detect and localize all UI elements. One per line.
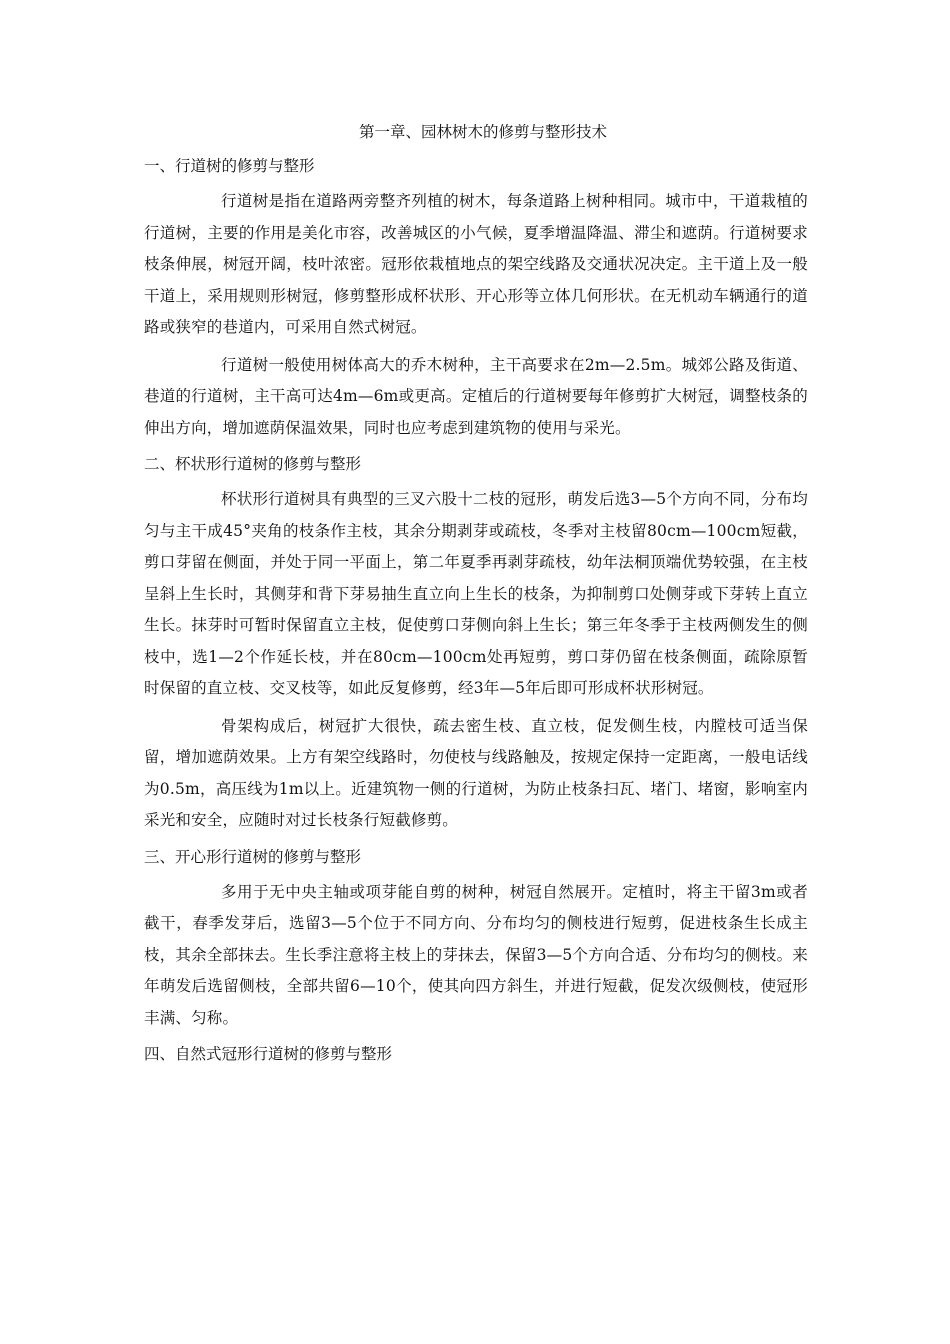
chapter-title: 第一章、园林树木的修剪与整形技术 — [358, 123, 607, 141]
section-heading: 二、杯状形行道树的修剪与整形 — [144, 455, 362, 473]
document-body — [144, 118, 808, 1074]
paragraph: 行道树一般使用树体高大的乔木树种，主干高要求在2m—2.5m。城郊公路及街道、巷道的行道树，主干高可达4m—6m或更高。定植后的行道树要每年修剪扩大树冠，调整枝条的伸出方向，增加遮荫保温效果，同时也应考虑到建筑物的使用与采光。 — [144, 355, 808, 437]
section-heading: 四、自然式冠形行道树的修剪与整形 — [144, 1045, 393, 1063]
paragraph: 杯状形行道树具有典型的三叉六股十二枝的冠形，萌发后选3—5个方向不同，分布均匀与主干成45°夹角的枝条作主枝，其余分期剥芽或疏枝，冬季对主枝留80cm—100cm短截，剪口芽留在侧面，并处于同一平面上，第二年夏季再剥芽疏枝，幼年法桐顶端优势较强，在主枝呈斜上生长时，其侧芽和背下芽易抽生直立向上生长的枝条，为抑制剪口处侧芽或下芽转上直立生长。抹芽时可暂时保留直立主枝，促使剪口芽侧向斜上生长；第三年冬季于主枝两侧发生的侧枝中，选1—2个作延长枝，并在80cm—100cm处再短剪，剪口芽仍留在枝条侧面，疏除原暂时保留的直立枝、交叉枝等，如此反复修剪，经3年—5年后即可形成杯状形树冠。 — [144, 490, 808, 697]
section-heading: 三、开心形行道树的修剪与整形 — [144, 847, 362, 866]
paragraph: 行道树是指在道路两旁整齐列植的树木，每条道路上树种相同。城市中，干道栽植的行道树，主要的作用是美化市容，改善城区的小气候，夏季增温降温、滞尘和遮荫。行道树要求枝条伸展，树冠开阔，枝叶浓密。冠形依栽植地点的架空线路及交通状况决定。主干道上及一般干道上，采用规则形树冠，修剪整形成杯状形、开心形等立体几何形状。在无机动车辆通行的道路或狭窄的巷道内，可采用自然式树冠。 — [144, 192, 808, 336]
paragraph: 骨架构成后，树冠扩大很快，疏去密生枝、直立枝，促发侧生枝，内膛枝可适当保留，增加遮荫效果。上方有架空线路时，勿使枝与线路触及，按规定保持一定距离，一般电话线为0.5m，高压线为1m以上。近建筑物一侧的行道树，为防止枝条扫瓦、堵门、堵窗，影响室内采光和安全，应随时对过长枝条行短截修剪。 — [144, 716, 808, 829]
paragraph: 多用于无中央主轴或项芽能自剪的树种，树冠自然展开。定植时，将主干留3m或者截干，春季发芽后，选留3—5个位于不同方向、分布均匀的侧枝进行短剪，促进枝条生长成主枝，其余全部抹去。生长季注意将主枝上的芽抹去，保留3—5个方向合适、分布均匀的侧枝。来年萌发后选留侧枝，全部共留6—10个，使其向四方斜生，并进行短截，促发次级侧枝，使冠形丰满、匀称。 — [144, 882, 808, 1027]
section-heading: 一、行道树的修剪与整形 — [144, 157, 315, 175]
